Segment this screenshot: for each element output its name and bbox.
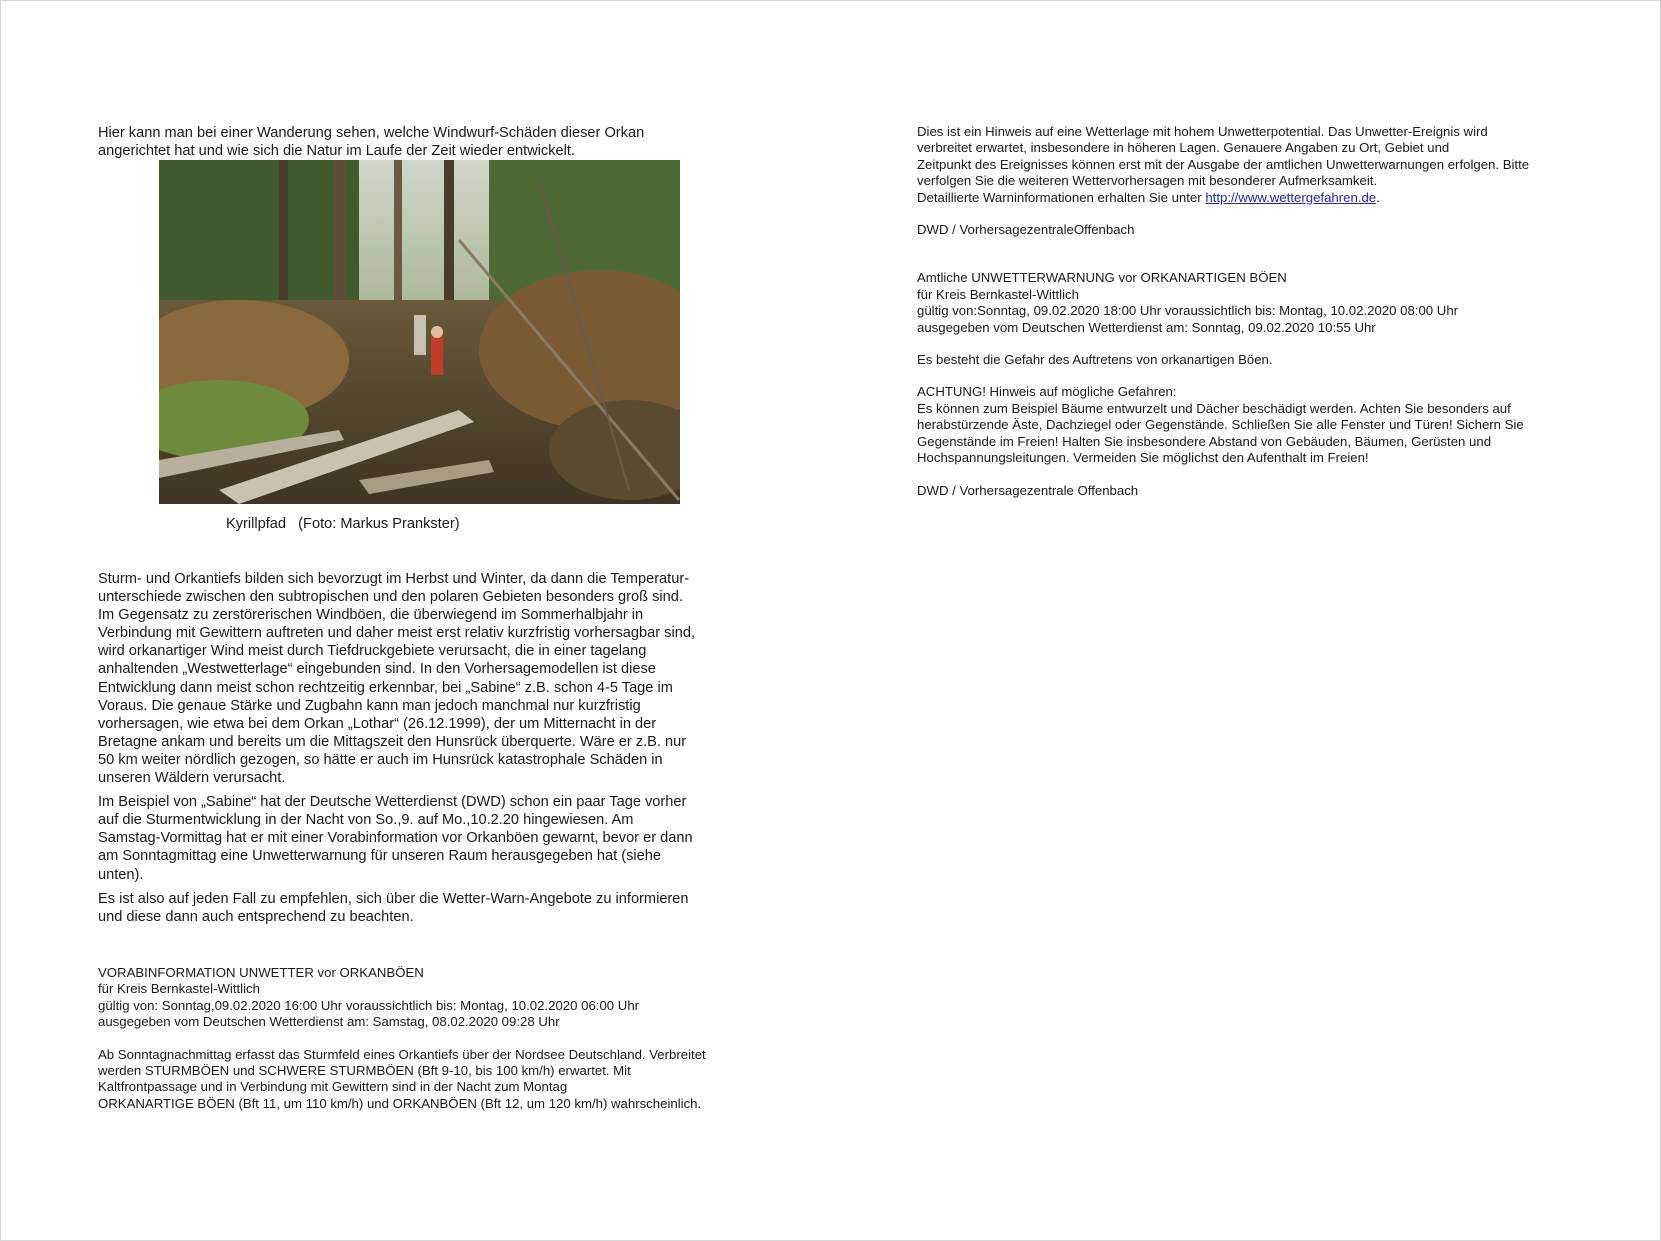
text-line: ausgegeben vom Deutschen Wetterdienst am: Samstag, 08.02.2020 09:28 Uhr	[98, 1014, 560, 1030]
text-line: Dies ist ein Hinweis auf eine Wetterlage mit hohem Unwetterpotential. Das Unwetter-Ereignis wird	[917, 124, 1488, 139]
text-line: für Kreis Bernkastel-Wittlich	[917, 286, 1079, 302]
vorabinformation-block	[98, 965, 778, 1112]
text-line: am Sonntagmittag eine Unwetterwarnung für unseren Raum herausgegeben hat (siehe	[98, 848, 662, 865]
text-line: unten).	[98, 866, 144, 883]
text-line: für Kreis Bernkastel-Wittlich	[98, 981, 260, 997]
paragraph-sabine-example	[98, 793, 758, 883]
text-line: Samstag-Vormittag hat er mit einer Vorabinformation vor Orkanböen gewarnt, bevor er dann	[98, 830, 693, 847]
text-line: Amtliche UNWETTERWARNUNG vor ORKANARTIGEN BÖEN	[917, 270, 1287, 286]
detail-prefix: Detaillierte Warninformationen erhalten Sie unter	[917, 189, 1206, 205]
text-line: vorhersagen, wie etwa bei dem Orkan „Lothar“ (26.12.1999), der um Mitternacht in der	[98, 715, 657, 732]
detail-suffix: .	[1376, 189, 1380, 205]
text-line: Bretagne ankam und bereits um die Mittagszeit den Hunsrück überquerte. Wäre er z.B. nur	[98, 733, 687, 750]
text-line: 50 km weiter nördlich gezogen, so hätte er auch im Hunsrück katastrophale Schäden in	[98, 751, 663, 768]
text-line: Gegenstände im Freien! Halten Sie insbesondere Abstand von Gebäuden, Bäumen, Gerüsten und	[917, 433, 1492, 449]
text-line: verfolgen Sie die weiteren Wettervorhersagen mit besonderer Aufmerksamkeit.	[917, 173, 1378, 189]
text-line: Entwicklung dann meist schon rechtzeitig erkennbar, bei „Sabine“ z.B. schon 4-5 Tage im	[98, 679, 673, 696]
wettergefahren-link[interactable]: http://www.wettergefahren.de	[1205, 189, 1377, 205]
text-line: ACHTUNG! Hinweis auf mögliche Gefahren:	[917, 384, 1177, 400]
text-line: VORABINFORMATION UNWETTER vor ORKANBÖEN	[98, 965, 424, 980]
paragraph-recommendation	[98, 890, 758, 926]
text-line: Es können zum Beispiel Bäume entwurzelt und Dächer beschädigt werden. Achten Sie besonders auf	[917, 400, 1511, 416]
vorab-header	[98, 965, 778, 1031]
text-line: gültig von:Sonntag, 09.02.2020 18:00 Uhr voraussichtlich bis: Montag, 10.02.2020 08:00 Uhr	[917, 303, 1459, 319]
vorab-text	[98, 1047, 778, 1113]
forest-photo	[159, 160, 680, 504]
text-line: herabstürzende Äste, Dachziegel oder Gegenstände. Schließen Sie alle Fenster und Türen! Sichern Sie	[917, 417, 1524, 433]
photo-caption: Kyrillpfad (Foto: Markus Prankster)	[226, 516, 460, 532]
article-body	[98, 570, 758, 932]
text-line: Hochspannungsleitungen. Vermeiden Sie möglichst den Aufenthalt im Freien!	[917, 450, 1369, 466]
achtung-block	[917, 384, 1597, 466]
hinweis-paragraph	[917, 124, 1597, 206]
text-line: Ab Sonntagnachmittag erfasst das Sturmfeld eines Orkantiefs über der Nordsee Deutschland. Verbreitet	[98, 1046, 706, 1062]
text-line: ORKANARTIGE BÖEN (Bft 11, um 110 km/h) und ORKANBÖEN (Bft 12, um 120 km/h) wahrscheinlich.	[98, 1095, 702, 1111]
text-line: gültig von: Sonntag,09.02.2020 16:00 Uhr voraussichtlich bis: Montag, 10.02.2020 06:00 Uhr	[98, 997, 640, 1013]
text-line: anhaltenden „Westwetterlage“ eingebunden sind. In den Vorhersagemodellen ist diese	[98, 661, 656, 678]
text-line: Kaltfrontpassage und in Verbindung mit Gewittern sind in der Nacht zum Montag	[98, 1079, 568, 1095]
text-line: auf die Sturmentwicklung in der Nacht von So.,9. auf Mo.,10.2.20 hingewiesen. Am	[98, 812, 634, 829]
text-line: Im Gegensatz zu zerstörerischen Windböen, die überwiegend im Sommerhalbjahr in	[98, 607, 644, 624]
dwd-signature: DWD / VorhersagezentraleOffenbach	[917, 222, 1135, 238]
text-line: wird orkanartiger Wind meist durch Tiefdruckgebiete verursacht, die in einer tagelang	[98, 643, 647, 660]
text-line: ausgegeben vom Deutschen Wetterdienst am: Sonntag, 09.02.2020 10:55 Uhr	[917, 319, 1376, 335]
intro-text	[98, 124, 758, 160]
intro-line: Hier kann man bei einer Wanderung sehen, welche Windwurf-Schäden dieser Orkan	[98, 125, 645, 141]
amtliche-warnung	[917, 270, 1597, 336]
text-line: Voraus. Die genaue Stärke und Zugbahn kann man jedoch manchmal nur kurzfristig	[98, 697, 641, 714]
right-column	[917, 124, 1597, 499]
text-line: Verbindung mit Gewittern auftreten und daher meist erst relativ kurzfristig vorhersagbar sind,	[98, 625, 696, 642]
gefahr-text: Es besteht die Gefahr des Auftretens von orkanartigen Böen.	[917, 352, 1273, 368]
text-line: und diese dann auch entsprechend zu beachten.	[98, 908, 414, 925]
text-line: werden STURMBÖEN und SCHWERE STURMBÖEN (Bft 9-10, bis 100 km/h) erwartet. Mit	[98, 1063, 631, 1079]
text-line: unseren Wäldern verursacht.	[98, 770, 286, 787]
text-line: unterschiede zwischen den subtropischen und den polaren Gebieten besonders groß sind.	[98, 589, 683, 606]
text-line: Zeitpunkt des Ereignisses können erst mit der Ausgabe der amtlichen Unwetterwarnungen erfolgen. Bitte	[917, 156, 1530, 172]
text-line: Es ist also auf jeden Fall zu empfehlen, sich über die Wetter-Warn-Angebote zu informieren	[98, 890, 689, 907]
text-line: Sturm- und Orkantiefs bilden sich bevorzugt im Herbst und Winter, da dann die Temperatur-	[98, 571, 690, 587]
left-column	[98, 124, 758, 1111]
text-line: Im Beispiel von „Sabine“ hat der Deutsche Wetterdienst (DWD) schon ein paar Tage vorher	[98, 794, 687, 811]
paragraph-storm-origins	[98, 570, 758, 787]
text-line: verbreitet erwartet, insbesondere in höheren Lagen. Genauere Angaben zu Ort, Gebiet und	[917, 140, 1450, 156]
intro-line: angerichtet hat und wie sich die Natur im Laufe der Zeit wieder entwickelt.	[98, 143, 575, 159]
dwd-signature-2: DWD / Vorhersagezentrale Offenbach	[917, 482, 1139, 498]
